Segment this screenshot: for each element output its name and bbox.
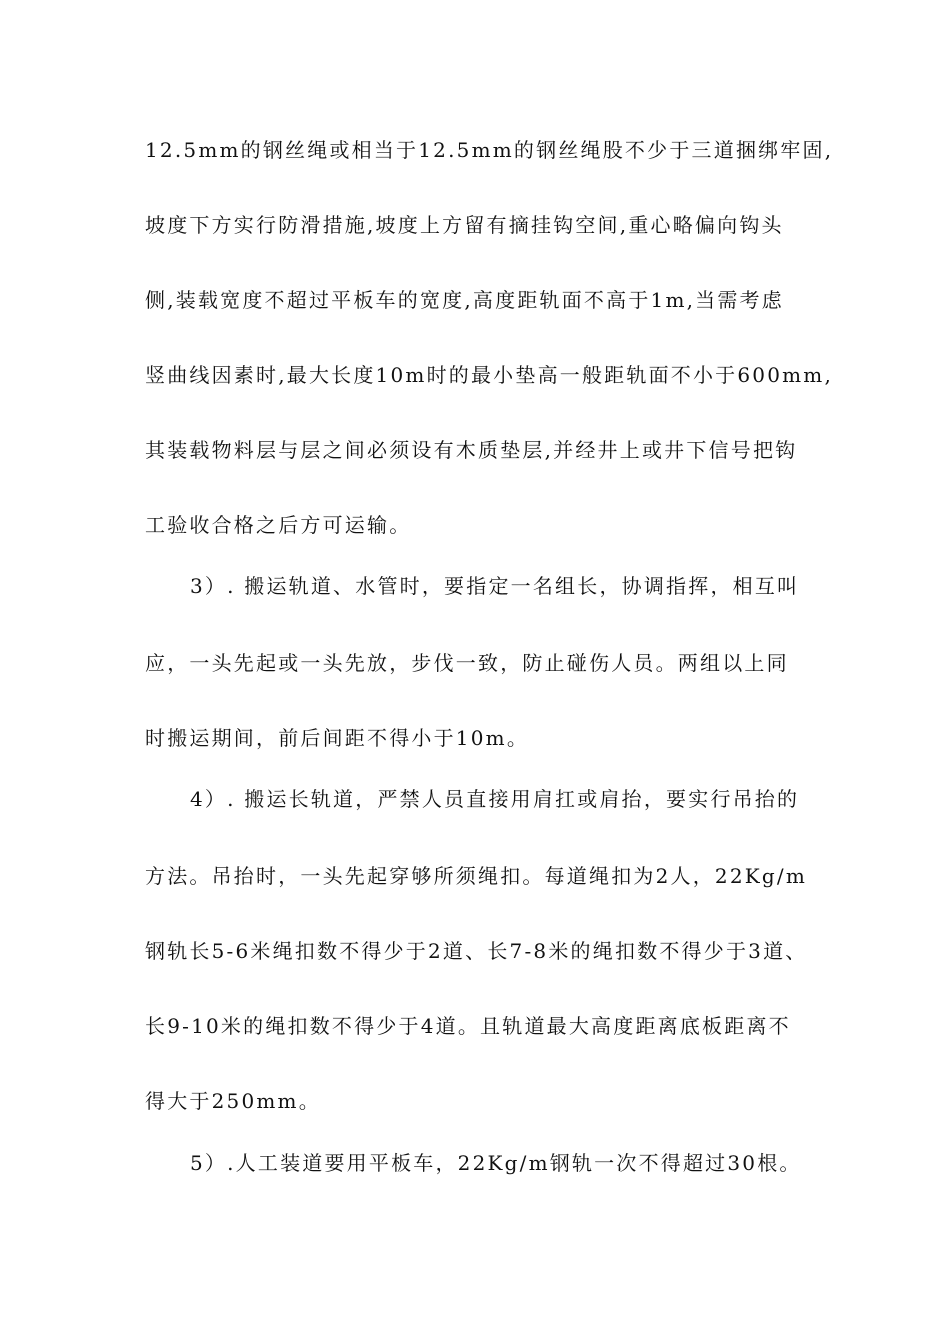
paragraph-4-start: 4）. 搬运长轨道，严禁人员直接用肩扛或肩抬，要实行吊抬的 <box>190 787 800 811</box>
text-line-4: 竖曲线因素时,最大长度10m时的最小垫高一般距轨面不小于600mm, <box>145 363 834 387</box>
text-line-3: 侧,装载宽度不超过平板车的宽度,高度距轨面不高于1m,当需考虑 <box>145 288 784 312</box>
text-line-8: 应，一头先起或一头先放，步伐一致，防止碰伤人员。两组以上同 <box>145 651 789 675</box>
text-line-14: 得大于250mm。 <box>145 1089 321 1113</box>
text-line-5: 其装载物料层与层之间必须设有木质垫层,并经井上或井下信号把钩 <box>145 438 798 462</box>
text-line-11: 方法。吊抬时，一头先起穿够所须绳扣。每道绳扣为2人，22Kg/m <box>145 864 808 888</box>
paragraph-3-start: 3）. 搬运轨道、水管时，要指定一名组长，协调指挥，相互叫 <box>190 574 800 598</box>
text-line-12: 钢轨长5-6米绳扣数不得少于2道、长7-8米的绳扣数不得少于3道、 <box>145 939 808 963</box>
text-line-13: 长9-10米的绳扣数不得少于4道。且轨道最大高度距离底板距离不 <box>145 1014 791 1038</box>
paragraph-5-start: 5）.人工装道要用平板车，22Kg/m钢轨一次不得超过30根。 <box>190 1151 802 1175</box>
text-line-9: 时搬运期间，前后间距不得小于10m。 <box>145 726 530 750</box>
text-line-2: 坡度下方实行防滑措施,坡度上方留有摘挂钩空间,重心略偏向钩头 <box>145 213 784 237</box>
text-line-1: 12.5mm的钢丝绳或相当于12.5mm的钢丝绳股不少于三道捆绑牢固, <box>145 138 834 162</box>
text-line-6: 工验收合格之后方可运输。 <box>145 513 412 537</box>
